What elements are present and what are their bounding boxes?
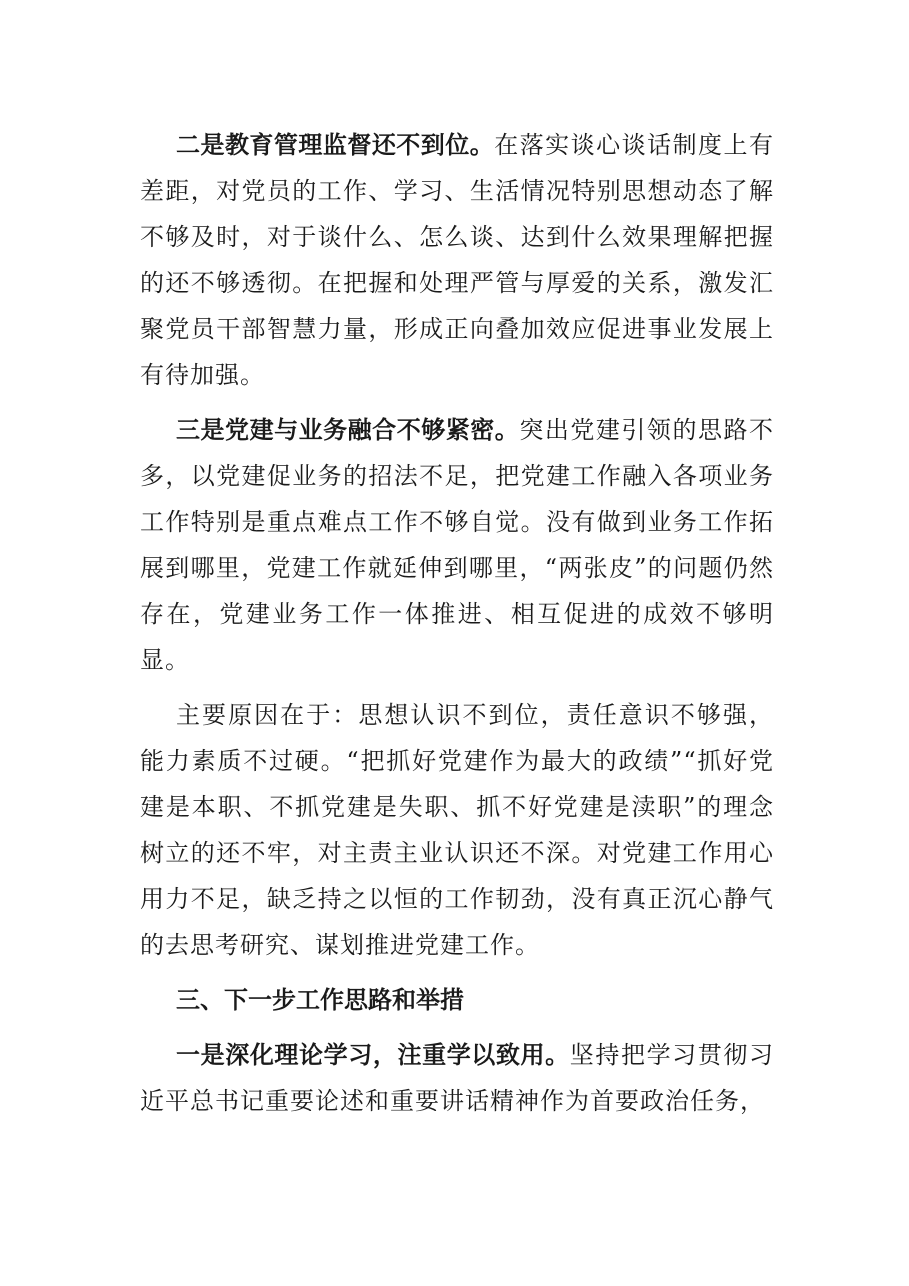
paragraph-lead: 三是党建与业务融合不够紧密。 <box>176 415 520 444</box>
document-body <box>140 122 774 1133</box>
paragraph-party-business-integration <box>140 407 774 683</box>
paragraph-theory-study <box>140 1032 774 1124</box>
section-heading: 三、下一步工作思路和举措 <box>176 985 464 1014</box>
paragraph-main-causes <box>140 692 774 968</box>
paragraph-lead: 一是深化理论学习，注重学以致用。 <box>176 1040 570 1069</box>
paragraph-body: 主要原因在于：思想认识不到位，责任意识不够强，能力素质不过硬。“把抓好党建作为最大的政绩”“抓好党建是本职、不抓党建是失职、抓不好党建是渎职”的理念树立的还不牢，对主责主业认识还不深。对党建工作用心用力不足，缺乏持之以恒的工作韧劲，没有真正沉心静气的去思考研究、谋划推进党建工作。 <box>140 701 774 959</box>
paragraph-body: 坚持把学习贯彻习近平总书记重要论述和重要讲话精神作为首要政治任务， <box>140 1041 775 1115</box>
paragraph-lead: 二是教育管理监督还不到位。 <box>176 130 495 159</box>
paragraph-education-supervision <box>140 122 774 398</box>
paragraph-body: 突出党建引领的思路不多，以党建促业务的招法不足，把党建工作融入各项业务工作特别是重点难点工作不够自觉。没有做到业务工作拓展到哪里，党建工作就延伸到哪里，“两张皮”的问题仍然存在，党建业务工作一体推进、相互促进的成效不够明显。 <box>140 416 775 674</box>
paragraph-body: 在落实谈心谈话制度上有差距，对党员的工作、学习、生活情况特别思想动态了解不够及时，对于谈什么、怎么谈、达到什么效果理解把握的还不够透彻。在把握和处理严管与厚爱的关系，激发汇聚党员干部智慧力量，形成正向叠加效应促进事业发展上有待加强。 <box>140 131 775 389</box>
